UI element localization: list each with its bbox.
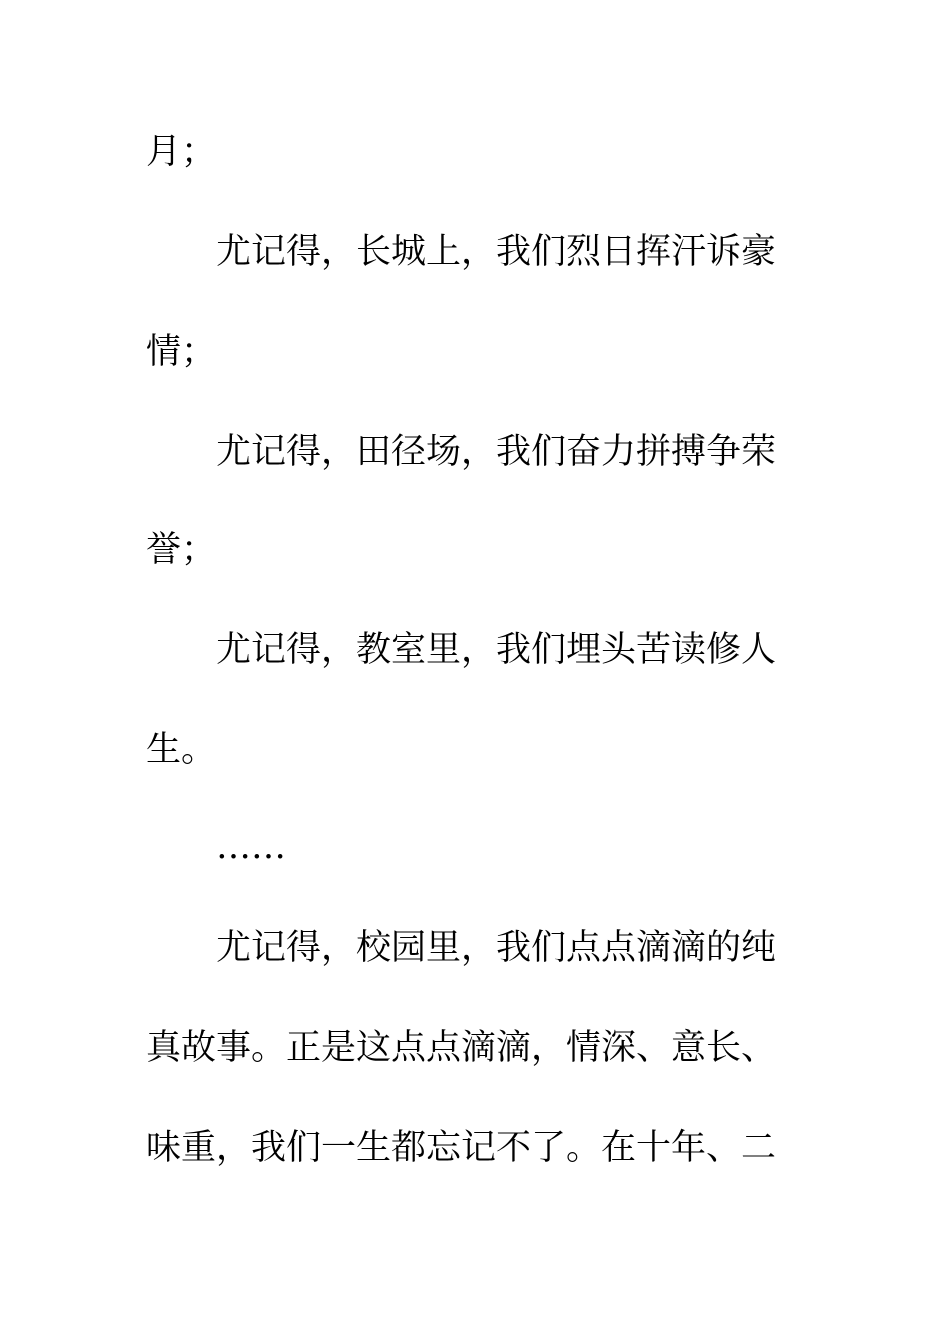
ellipsis-line: …… [216, 827, 286, 867]
text-line: 尤记得，校园里，我们点点滴滴的纯 [216, 928, 777, 968]
text-line: 味重，我们一生都忘记不了。在十年、二 [146, 1128, 777, 1168]
text-line: 情； [146, 332, 217, 372]
text-line: 尤记得，田径场，我们奋力拼搏争荣 [216, 432, 777, 472]
text-line: 生。 [146, 730, 217, 770]
text-line: 尤记得，长城上，我们烈日挥汗诉豪 [216, 232, 777, 272]
text-line: 月； [146, 132, 217, 172]
text-line: 誉； [146, 530, 217, 570]
text-line: 真故事。正是这点点滴滴，情深、意长、 [146, 1028, 777, 1068]
text-line: 尤记得，教室里，我们埋头苦读修人 [216, 630, 777, 670]
